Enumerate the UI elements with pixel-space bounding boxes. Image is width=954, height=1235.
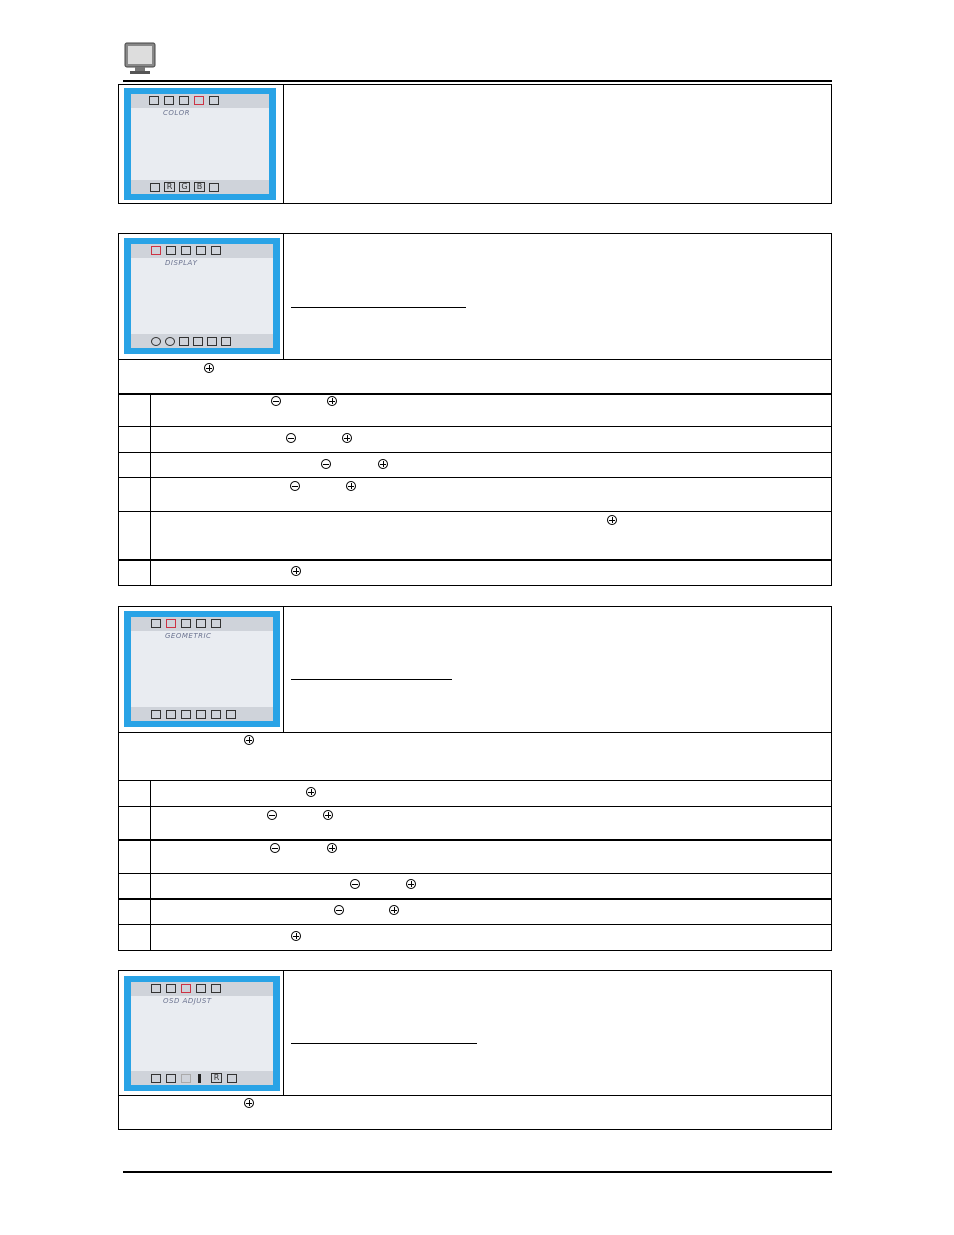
exit-icon xyxy=(209,96,219,105)
warning-icon xyxy=(198,1074,201,1083)
osd-icon xyxy=(181,619,191,628)
osd-title: DISPLAY xyxy=(165,259,198,267)
geometric-osd-screenshot xyxy=(124,611,280,727)
plus-button-icon xyxy=(306,787,316,797)
phase-icon xyxy=(196,710,206,719)
h-position-icon xyxy=(151,710,161,719)
plus-button-icon xyxy=(244,735,254,745)
exit-icon xyxy=(226,710,236,719)
color-icon xyxy=(194,96,204,105)
heading-underline xyxy=(291,679,452,680)
minus-button-icon xyxy=(350,879,360,889)
volume-icon xyxy=(179,337,189,346)
clock-icon xyxy=(181,710,191,719)
display-osd-screenshot xyxy=(124,238,280,354)
plus-button-icon xyxy=(327,396,337,406)
geometric-icon xyxy=(166,246,176,255)
sharpness-icon xyxy=(211,710,221,719)
color-icon xyxy=(196,619,206,628)
plus-button-icon xyxy=(291,566,301,576)
display-icon xyxy=(151,984,161,993)
exit-icon xyxy=(221,337,231,346)
exit-icon xyxy=(209,183,219,192)
plus-button-icon xyxy=(607,515,617,525)
display-icon xyxy=(149,96,159,105)
exit-icon xyxy=(211,984,221,993)
plus-button-icon xyxy=(346,481,356,491)
minus-button-icon xyxy=(271,396,281,406)
plus-button-icon xyxy=(291,931,301,941)
plus-button-icon xyxy=(204,363,214,373)
reset-label: R xyxy=(211,1073,222,1083)
exit-icon xyxy=(211,246,221,255)
plus-button-icon xyxy=(406,879,416,889)
geometric-icon xyxy=(164,96,174,105)
osd-v-position-icon xyxy=(166,1074,176,1083)
color-icon xyxy=(196,246,206,255)
green-label: G xyxy=(179,182,190,192)
minus-button-icon xyxy=(286,433,296,443)
heading-underline xyxy=(291,1043,477,1044)
minus-button-icon xyxy=(290,481,300,491)
exit-icon xyxy=(227,1074,237,1083)
osd-title: COLOR xyxy=(163,109,190,117)
minus-button-icon xyxy=(334,905,344,915)
display-icon xyxy=(151,246,161,255)
exit-icon xyxy=(211,619,221,628)
display-icon xyxy=(151,619,161,628)
osd-title: OSD ADJUST xyxy=(163,997,212,1005)
minus-button-icon xyxy=(267,810,277,820)
plus-button-icon xyxy=(327,843,337,853)
v-position-icon xyxy=(166,710,176,719)
brightness-icon xyxy=(165,337,175,346)
osd-title: GEOMETRIC xyxy=(165,632,212,640)
plus-button-icon xyxy=(389,905,399,915)
plus-button-icon xyxy=(378,459,388,469)
color-icon xyxy=(196,984,206,993)
osd-icon xyxy=(179,96,189,105)
heading-underline xyxy=(291,307,466,308)
minus-button-icon xyxy=(321,459,331,469)
blue-label: B xyxy=(194,182,205,192)
osd-icon xyxy=(181,984,191,993)
auto-adjust-icon xyxy=(193,337,203,346)
red-label: R xyxy=(164,182,175,192)
osd-icon xyxy=(181,246,191,255)
color-temp-icon xyxy=(150,183,160,192)
footer-rule xyxy=(123,1171,832,1173)
geometric-icon xyxy=(166,984,176,993)
contrast-icon xyxy=(151,337,161,346)
plus-button-icon xyxy=(323,810,333,820)
plus-button-icon xyxy=(342,433,352,443)
geometric-icon xyxy=(166,619,176,628)
osd-h-position-icon xyxy=(151,1074,161,1083)
minus-button-icon xyxy=(270,843,280,853)
tv-monitor-icon xyxy=(121,41,159,77)
header-rule xyxy=(123,80,832,82)
plus-button-icon xyxy=(244,1098,254,1108)
osd-timer-icon xyxy=(181,1074,191,1083)
osd-adjust-osd-screenshot xyxy=(124,976,280,1091)
input-source-icon xyxy=(207,337,217,346)
color-osd-screenshot xyxy=(124,88,276,200)
